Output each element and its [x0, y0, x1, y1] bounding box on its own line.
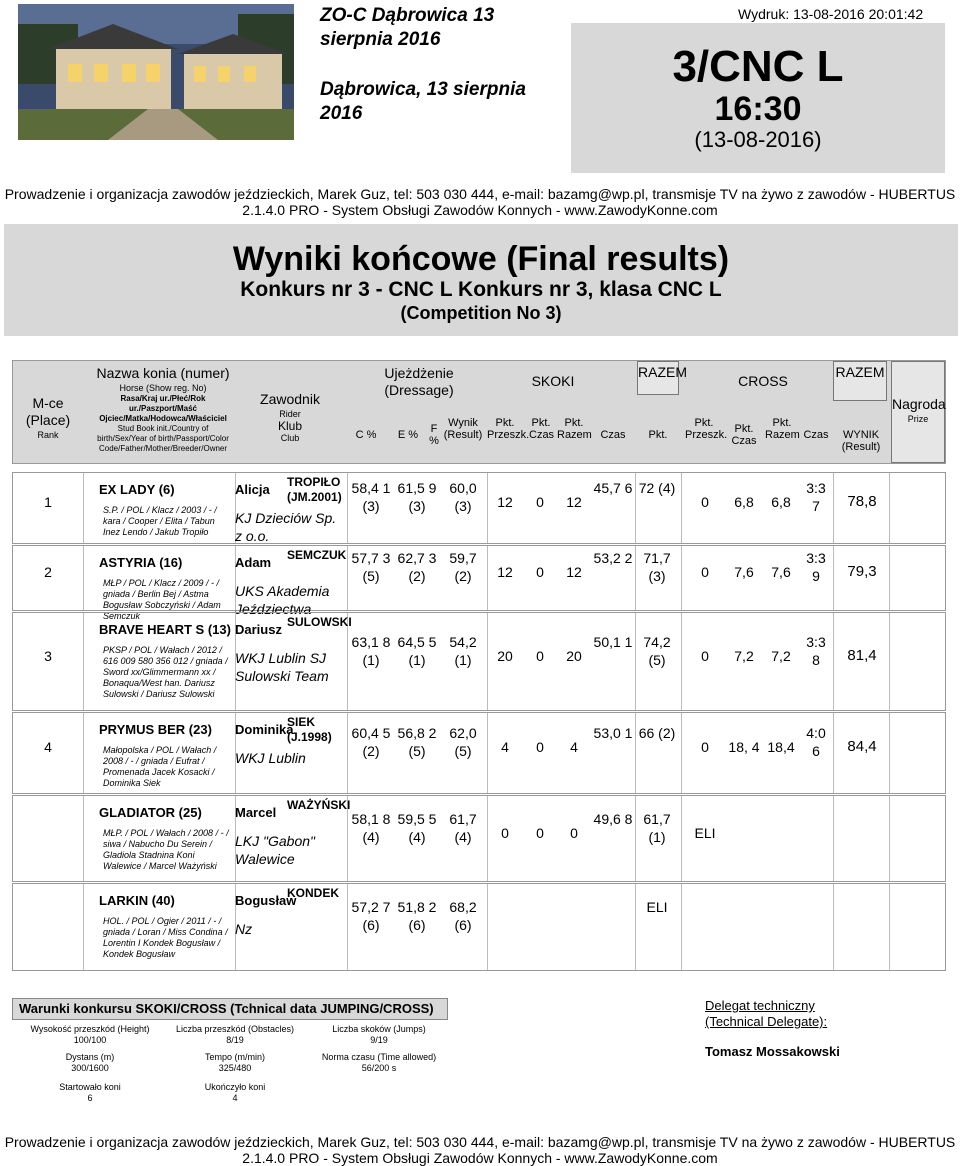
cell-cross-time-pts: 6,8: [734, 494, 754, 510]
cell-total1: 74,2 (5): [643, 634, 671, 668]
rider-first-name: Dominika: [235, 722, 294, 737]
header-jumping: SKOKI: [531, 373, 575, 389]
header-prize-box: Nagroda Prize: [891, 361, 945, 463]
tech-obstacles: Liczba przeszkód (Obstacles) 8/19: [175, 1024, 295, 1045]
rider-club: WKJ Lublin SJ Sulowski Team: [235, 650, 329, 684]
horse-name: GLADIATOR (25): [99, 805, 202, 820]
cell-jump-obstacles: 12: [497, 564, 513, 580]
cell-dressage-result: 60,0 (3): [449, 480, 477, 514]
rider-last-name: SIEK (J.1998): [287, 715, 332, 744]
cell-final-result: 78,8: [847, 493, 877, 510]
cell-dressage-c: 60,4 5 (2): [351, 725, 391, 759]
competition-time: 16:30: [714, 90, 802, 128]
cell-cross-total: 18,4: [767, 739, 795, 755]
table-row: [12, 612, 946, 711]
cell-total1: 72 (4): [638, 480, 676, 496]
header-total1-pkt: Pkt.: [648, 429, 668, 441]
cell-jump-total: 20: [566, 648, 582, 664]
table-header: [12, 360, 946, 464]
header-e-pct: E %: [397, 429, 419, 441]
cell-cross-obstacles: 0: [701, 494, 709, 510]
system-line-bottom: 2.1.4.0 PRO - System Obsługi Zawodów Konnych - www.ZawodyKonne.com: [242, 1150, 718, 1166]
header-place: M-ce (Place) Rank: [25, 395, 71, 440]
cell-final-result: 84,4: [847, 738, 877, 755]
cell-cross-time-pts: 7,2: [734, 648, 754, 664]
competition-code: 3/CNC L: [672, 42, 844, 91]
cell-jump-total: 4: [570, 739, 578, 755]
horse-name: PRYMUS BER (23): [99, 722, 212, 737]
cell-jump-time-pts: 0: [536, 825, 544, 841]
horse-name: EX LADY (6): [99, 482, 175, 497]
horse-name: BRAVE HEART S (13): [99, 622, 231, 637]
rider-last-name: TROPIŁO (JM.2001): [287, 475, 342, 504]
header-cross-pkt-total: Pkt. Razem: [765, 417, 800, 441]
table-row: [12, 472, 946, 544]
cell-place: 2: [44, 564, 52, 580]
rider-last-name: SEMCZUK: [287, 548, 347, 562]
cell-dressage-e: 62,7 3 (2): [397, 550, 437, 584]
cell-place: 1: [44, 494, 52, 510]
cell-horse: [99, 721, 231, 789]
header-pkt-total: Pkt. Razem: [557, 417, 592, 441]
table-row: [12, 883, 946, 971]
cell-jump-total: 12: [566, 564, 582, 580]
horse-name: LARKIN (40): [99, 893, 175, 908]
cell-total1: 66 (2): [638, 725, 676, 741]
header-rider: Zawodnik Rider Klub Club: [260, 391, 320, 443]
header-jump-time: Czas: [600, 429, 626, 441]
tech-data-title: Warunki konkursu SKOKI/CROSS (Tchnical data JUMPING/CROSS): [12, 998, 448, 1020]
rider-first-name: Alicja: [235, 482, 270, 497]
cell-total1: 61,7 (1): [643, 811, 671, 845]
cell-cross-obstacles: 0: [701, 564, 709, 580]
event-place: Dąbrowica, 13 sierpnia 2016: [320, 79, 526, 124]
cell-total1: ELI: [646, 899, 668, 915]
cell-place: 4: [44, 739, 52, 755]
cell-dressage-e: 51,8 2 (6): [397, 899, 437, 933]
cell-jump-time: 53,2 2: [593, 550, 633, 566]
tech-started: Startowało koni 6: [59, 1082, 121, 1103]
results-subtitle: Konkurs nr 3 - CNC L Konkurs nr 3, klasa CNC L: [240, 278, 722, 301]
cell-cross-total: 6,8: [771, 494, 791, 510]
cell-horse: [99, 804, 231, 872]
cell-dressage-result: 54,2 (1): [449, 634, 477, 668]
rider-first-name: Marcel: [235, 805, 277, 820]
cell-cross-obstacles: 0: [701, 739, 709, 755]
rider-club: KJ Dzieciów Sp. z o.o.: [235, 510, 337, 544]
horse-info: Małopolska / POL / Wałach / 2008 / - / gniada / Eufrat / Promenada Jacek Kosacki / Dominika Siek: [103, 745, 217, 788]
cell-place: 3: [44, 648, 52, 664]
table-row: [12, 795, 946, 882]
rider-club: LKJ "Gabon" Walewice: [235, 833, 315, 867]
cell-horse: [99, 892, 231, 960]
cell-jump-time: 45,7 6: [593, 480, 633, 496]
horse-info: HOL. / POL / Ogier / 2011 / - / gniada / Loran / Miss Condina / Lorentin I Kondek Bogusław / Kondek Bogusław: [103, 916, 228, 959]
cell-dressage-result: 61,7 (4): [449, 811, 477, 845]
cell-dressage-c: 57,7 3 (5): [351, 550, 391, 584]
delegate-name: Tomasz Mossakowski: [705, 1044, 840, 1059]
header-cross-time: Czas: [803, 429, 829, 441]
cell-dressage-c: 58,1 8 (4): [351, 811, 391, 845]
header-f-pct: F %: [429, 423, 439, 447]
cell-jump-time-pts: 0: [536, 494, 544, 510]
cell-cross-total: 7,6: [771, 564, 791, 580]
cell-jump-time: 50,1 1: [593, 634, 633, 650]
header-pkt-obstacles: Pkt. Przeszk.: [487, 417, 530, 441]
rider-first-name: Dariusz: [235, 622, 282, 637]
horse-info: MŁP / POL / Klacz / 2009 / - / gniada / Berlin Bej / Astma Bogusław Sobczyński / Adam Semczuk: [103, 578, 221, 621]
cell-dressage-e: 56,8 2 (5): [397, 725, 437, 759]
delegate-label: Delegat techniczny (Technical Delegate):: [705, 998, 828, 1029]
cell-dressage-result: 59,7 (2): [449, 550, 477, 584]
horse-info: PKSP / POL / Wałach / 2012 / 616 009 580 356 012 / gniada / Sword xx/Glimmermann xx / Bonaqua/West han. Dariusz Sulowski / Dariusz Sulowski: [103, 645, 228, 699]
horse-name: ASTYRIA (16): [99, 555, 183, 570]
tech-tempo: Tempo (m/min) 325/480: [204, 1052, 265, 1073]
event-title: ZO-C Dąbrowica 13 sierpnia 2016: [320, 5, 495, 50]
cell-jump-time: 49,6 8: [593, 811, 633, 827]
cell-cross-time: 4:0 6: [806, 725, 826, 759]
cell-dressage-e: 61,5 9 (3): [397, 480, 437, 514]
results-title: Wyniki końcowe (Final results): [232, 240, 730, 278]
header-final-result: WYNIK (Result): [841, 429, 881, 453]
cell-dressage-e: 59,5 5 (4): [397, 811, 437, 845]
header-cross-pkt-obstacles: Pkt. Przeszk.: [685, 417, 728, 441]
print-date: Wydruk: 13-08-2016 20:01:42: [738, 6, 924, 22]
header-c-pct: C %: [355, 429, 377, 441]
results-competition-no: (Competition No 3): [400, 303, 562, 323]
cell-cross-time-pts: 18, 4: [728, 739, 760, 755]
rider-last-name: KONDEK: [287, 886, 340, 900]
table-row: [12, 545, 946, 621]
cell-dressage-result: 62,0 (5): [449, 725, 477, 759]
cell-horse: [99, 481, 231, 538]
table-row: [12, 712, 946, 794]
cell-cross-total: 7,2: [771, 648, 791, 664]
cell-cross-obstacles: ELI: [694, 825, 716, 841]
organizer-line-bottom: Prowadzenie i organizacja zawodów jeździeckich, Marek Guz, tel: 503 030 444, e-mail: bazamg@wp.pl, transmisje TV na żywo z zawodów - HUBERTUS: [4, 1134, 956, 1150]
cell-cross-time-pts: 7,6: [734, 564, 754, 580]
cell-dressage-result: 68,2 (6): [449, 899, 477, 933]
rider-club: UKS Akademia Jeździectwa: [235, 583, 330, 617]
cell-dressage-c: 63,1 8 (1): [351, 634, 391, 668]
rider-club: WKJ Lublin: [235, 750, 306, 766]
organizer-line-top: Prowadzenie i organizacja zawodów jeździeckich, Marek Guz, tel: 503 030 444, e-mail: bazamg@wp.pl, transmisje TV na żywo z zawodów - HUBERTUS: [4, 186, 956, 202]
cell-horse: [99, 621, 231, 700]
cell-cross-obstacles: 0: [701, 648, 709, 664]
cell-dressage-e: 64,5 5 (1): [397, 634, 437, 668]
cell-dressage-c: 57,2 7 (6): [351, 899, 391, 933]
header-pkt-time: Pkt. Czas: [529, 417, 555, 441]
horse-info: S.P. / POL / Klacz / 2003 / - / kara / Cooper / Elita / Tabun Inez Lendo / Jakub Tropiło: [103, 505, 217, 537]
cell-jump-time-pts: 0: [536, 739, 544, 755]
cell-jump-obstacles: 12: [497, 494, 513, 510]
header-cross-pkt-time: Pkt. Czas: [731, 423, 757, 447]
rider-first-name: Bogusław: [235, 893, 297, 908]
results-title-box: [4, 224, 958, 336]
cell-cross-time: 3:3 8: [806, 634, 826, 668]
header-total1-box: RAZEM: [637, 361, 679, 395]
tech-jumps: Liczba skoków (Jumps) 9/19: [332, 1024, 426, 1045]
cell-jump-obstacles: 4: [501, 739, 509, 755]
cell-cross-time: 3:3 9: [806, 550, 826, 584]
header-dressage: Ujeżdżenie (Dressage): [384, 365, 454, 398]
cell-dressage-c: 58,4 1 (3): [351, 480, 391, 514]
tech-time-allowed: Norma czasu (Time allowed) 56/200 s: [321, 1052, 437, 1073]
cell-total1: 71,7 (3): [643, 550, 671, 584]
system-line-top: 2.1.4.0 PRO - System Obsługi Zawodów Konnych - www.ZawodyKonne.com: [242, 202, 718, 218]
cell-jump-time-pts: 0: [536, 564, 544, 580]
rider-last-name: WAŻYŃSKI: [287, 798, 351, 812]
tech-distance: Dystans (m) 300/1600: [65, 1052, 115, 1073]
header-cross: CROSS: [738, 373, 788, 389]
cell-final-result: 79,3: [847, 563, 877, 580]
header-horse: Nazwa konia (numer) Horse (Show reg. No) Rasa/Kraj ur./Płeć/Rok ur./Paszport/Maść Ojciec/Matka/Hodowca/Właściciel Stud Book init./Country of birth/Sex/Year of birth/Passport/Color Code/Father/Mother/Breeder/Owner: [96, 365, 230, 453]
rider-club: Nz: [235, 921, 253, 937]
cell-cross-time: 3:3 7: [806, 480, 826, 514]
cell-jump-total: 12: [566, 494, 582, 510]
cell-jump-obstacles: 0: [501, 825, 509, 841]
header-total2-box: RAZEM: [833, 361, 887, 401]
cell-jump-time-pts: 0: [536, 648, 544, 664]
horse-info: MŁP. / POL / Wałach / 2008 / - / siwa / Nabucho Du Serein / Gladiola Stadnina Koni Walewice / Marcel Ważyński: [103, 828, 229, 871]
competition-date: (13-08-2016): [694, 127, 822, 152]
rider-last-name: SULOWSKI: [287, 615, 352, 629]
tech-finished: Ukończyło koni 4: [204, 1082, 266, 1103]
competition-box: [571, 23, 945, 173]
tech-height: Wysokość przeszkód (Height) 100/100: [30, 1024, 150, 1045]
header-dressage-result: Wynik (Result): [443, 417, 483, 441]
rider-first-name: Adam: [235, 555, 272, 570]
cell-jump-obstacles: 20: [497, 648, 513, 664]
cell-final-result: 81,4: [847, 647, 877, 664]
cell-jump-total: 0: [570, 825, 578, 841]
venue-photo: [18, 4, 294, 140]
cell-jump-time: 53,0 1: [593, 725, 633, 741]
